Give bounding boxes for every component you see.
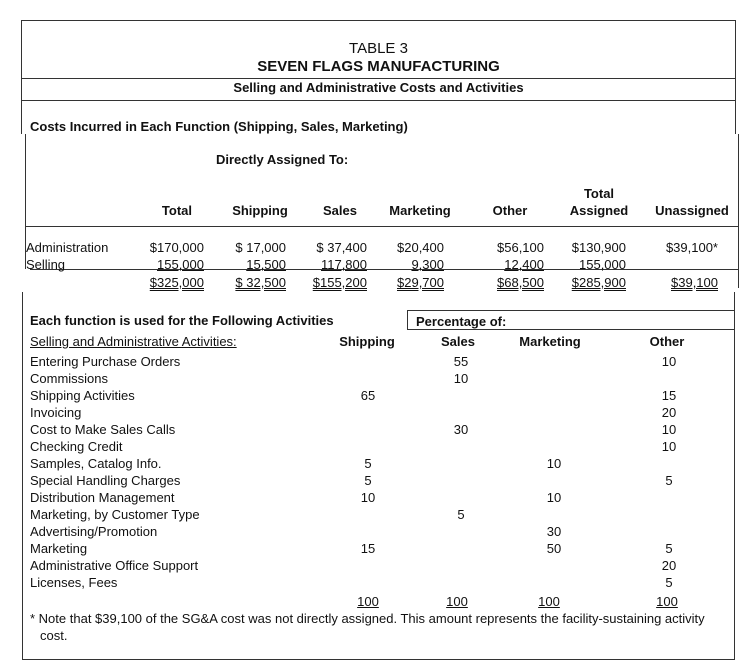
activity-label: Distribution Management bbox=[30, 490, 175, 505]
activity-pct-shipping: 10 bbox=[360, 490, 376, 505]
cost-cell-other: $68,500 bbox=[497, 275, 544, 290]
col-other: Other bbox=[492, 203, 528, 218]
percentage-of-heading: Percentage of: bbox=[416, 314, 507, 329]
cost-cell-total: $170,000 bbox=[149, 240, 204, 255]
activity-pct-other: 10 bbox=[661, 354, 677, 369]
act-col-shipping: Shipping bbox=[339, 334, 395, 349]
activity-label: Commissions bbox=[30, 371, 109, 386]
col-total-assigned-line1: Total bbox=[583, 186, 615, 201]
activity-label: Entering Purchase Orders bbox=[30, 354, 181, 369]
table-subtitle: Selling and Administrative Costs and Activities bbox=[233, 80, 524, 95]
activity-label: Advertising/Promotion bbox=[30, 524, 158, 539]
cost-cell-sales: $ 37,400 bbox=[316, 240, 367, 255]
activity-pct-marketing: 50 bbox=[546, 541, 562, 556]
activity-label: Cost to Make Sales Calls bbox=[30, 422, 176, 437]
act-col-other: Other bbox=[649, 334, 685, 349]
cost-row-label: Administration bbox=[26, 240, 109, 255]
act-total-other: 100 bbox=[656, 594, 678, 609]
activity-pct-other: 10 bbox=[661, 439, 677, 454]
cost-cell-total: 155,000 bbox=[157, 257, 204, 272]
activity-pct-shipping: 5 bbox=[364, 456, 372, 471]
act-col-marketing: Marketing bbox=[519, 334, 581, 349]
cost-cell-marketing: $29,700 bbox=[397, 275, 444, 290]
company-name: SEVEN FLAGS MANUFACTURING bbox=[257, 58, 500, 75]
activities-heading: Each function is used for the Following Activities bbox=[30, 313, 334, 328]
bottom-border bbox=[22, 659, 735, 660]
col-shipping: Shipping bbox=[232, 203, 288, 218]
costs-heading: Costs Incurred in Each Function (Shipping, Sales, Marketing) bbox=[30, 119, 408, 134]
activity-pct-marketing: 30 bbox=[546, 524, 562, 539]
cost-cell-other: $56,100 bbox=[497, 240, 544, 255]
activity-pct-shipping: 15 bbox=[360, 541, 376, 556]
activity-label: Licenses, Fees bbox=[30, 575, 118, 590]
cost-cell-sales: 117,800 bbox=[320, 257, 367, 272]
cost-cell-marketing: 9,300 bbox=[411, 257, 444, 272]
activity-pct-other: 5 bbox=[665, 473, 673, 488]
left-border-mid bbox=[21, 100, 22, 134]
right-border-costs bbox=[738, 134, 739, 226]
col-unassigned: Unassigned bbox=[655, 203, 729, 218]
col-marketing: Marketing bbox=[389, 203, 451, 218]
cost-cell-total: $325,000 bbox=[149, 275, 204, 290]
activity-pct-marketing: 10 bbox=[546, 490, 562, 505]
activity-pct-sales: 10 bbox=[453, 371, 469, 386]
activity-label: Checking Credit bbox=[30, 439, 123, 454]
left-border-bottom bbox=[22, 292, 23, 660]
col-sales: Sales bbox=[323, 203, 357, 218]
activity-pct-other: 10 bbox=[661, 422, 677, 437]
activity-pct-other: 15 bbox=[661, 388, 677, 403]
top-border bbox=[21, 20, 736, 21]
act-total-shipping: 100 bbox=[357, 594, 379, 609]
activity-pct-other: 20 bbox=[661, 405, 677, 420]
cost-cell-unassigned: $39,100 bbox=[671, 275, 718, 290]
cost-cell-other: 12,400 bbox=[504, 257, 544, 272]
table-number: TABLE 3 bbox=[349, 40, 408, 57]
activity-pct-sales: 30 bbox=[453, 422, 469, 437]
right-border-bottom bbox=[734, 292, 735, 660]
left-border-costs bbox=[25, 134, 26, 226]
activity-pct-marketing: 10 bbox=[546, 456, 562, 471]
act-total-marketing: 100 bbox=[538, 594, 560, 609]
footnote-line1: * Note that $39,100 of the SG&A cost was not directly assigned. This amount represents the facility-sustaining activity bbox=[30, 611, 705, 626]
cost-row-label: Selling bbox=[26, 257, 66, 272]
activity-label: Special Handling Charges bbox=[30, 473, 181, 488]
activity-label: Shipping Activities bbox=[30, 388, 135, 403]
cost-cell-total-assigned: $130,900 bbox=[571, 240, 626, 255]
cost-cell-sales: $155,200 bbox=[312, 275, 367, 290]
activity-pct-shipping: 5 bbox=[364, 473, 372, 488]
cost-cell-unassigned: $39,100* bbox=[665, 240, 718, 255]
col-total: Total bbox=[161, 203, 192, 218]
activity-pct-sales: 55 bbox=[453, 354, 469, 369]
title-rule bbox=[21, 78, 736, 79]
right-border-mid bbox=[735, 100, 736, 134]
cost-cell-total-assigned: $285,900 bbox=[571, 275, 626, 290]
activity-pct-shipping: 65 bbox=[360, 388, 376, 403]
cost-cell-shipping: 15,500 bbox=[246, 257, 286, 272]
percentage-top-rule bbox=[407, 310, 734, 311]
activity-pct-other: 5 bbox=[665, 541, 673, 556]
subtitle-rule bbox=[21, 100, 736, 101]
cost-cell-shipping: $ 32,500 bbox=[235, 275, 286, 290]
activity-label: Administrative Office Support bbox=[30, 558, 199, 573]
activity-label: Marketing bbox=[30, 541, 88, 556]
activities-subheading: Selling and Administrative Activities: bbox=[30, 334, 237, 349]
col-total-assigned-line2: Assigned bbox=[569, 203, 629, 218]
activity-label: Invoicing bbox=[30, 405, 82, 420]
act-total-sales: 100 bbox=[446, 594, 468, 609]
cost-cell-total-assigned: 155,000 bbox=[579, 257, 626, 272]
footnote-line2: cost. bbox=[40, 628, 68, 643]
act-col-sales: Sales bbox=[441, 334, 475, 349]
percentage-left-rule bbox=[407, 310, 408, 330]
costs-header-rule bbox=[25, 226, 739, 227]
activity-pct-other: 5 bbox=[665, 575, 673, 590]
cost-cell-shipping: $ 17,000 bbox=[235, 240, 286, 255]
cost-cell-marketing: $20,400 bbox=[397, 240, 444, 255]
activity-pct-sales: 5 bbox=[457, 507, 465, 522]
activity-label: Samples, Catalog Info. bbox=[30, 456, 162, 471]
percentage-bottom-rule bbox=[408, 329, 734, 330]
activity-pct-other: 20 bbox=[661, 558, 677, 573]
activity-label: Marketing, by Customer Type bbox=[30, 507, 200, 522]
directly-assigned-heading: Directly Assigned To: bbox=[216, 152, 349, 167]
right-border-costs-rows bbox=[738, 226, 739, 288]
